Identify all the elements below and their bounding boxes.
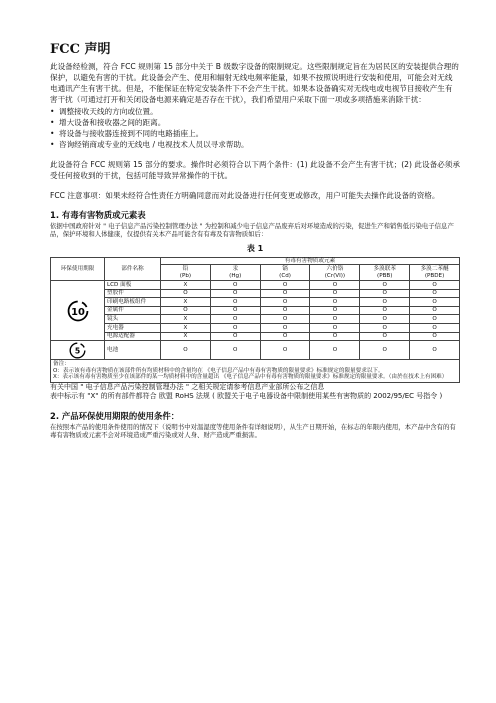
period-cell [51,281,105,341]
part-name-cell: 印刷电路板组件 [105,298,161,307]
note-x: X：表示该有毒有害物质至少在该部件的某一均质材料中的含量超出 《电子信息产品中有毒有害物质的限量要求》标准规定的限量要求。（由於在技术上有困难） [53,374,448,381]
substance-mark-cell: O [210,306,260,315]
substance-symbol: (PBDE) [424,272,445,279]
table-row [51,332,460,341]
substance-mark-cell: O [310,289,360,298]
substance-header [210,265,260,281]
section2-body: 在按照本产品的使用条件使用的情况下（说明书中对温湿度等使用条件有详细说明），从生产日期开始，在标志的年限内使用，本产品中含有的有毒有害物质或元素不会对环境造成严重污染或对人身、财产造成严重损害。 [50,422,456,440]
fcc-document [50,38,460,439]
table-title: 表 1 [246,243,264,253]
section1-body: 依据中国政府针对 " 电子信息产品污染控制管理办法 " 为控制和减少电子信息产品废弃后对环境造成的污染，促进生产和销售低污染电子信息产品，保护环境和人体健康，仅提供有关本产品可能含有有毒及有害物质如后： [50,222,454,239]
substance-mark-cell: O [260,341,310,360]
substance-mark-cell: O [310,281,360,290]
substance-mark-cell: O [360,306,410,315]
section2-title: 2. 产品环保使用期限的使用条件： [50,410,180,421]
substance-mark-cell: O [410,315,460,324]
substance-mark-cell: X [161,298,211,307]
substance-symbol: (Cr(VI)) [324,272,346,279]
substance-mark-cell: O [210,315,260,324]
note-o: O：表示该有毒有害物质在该部件所有均质材料中的含量均在 《电子信息产品中有毒有害物质的限量要求》标准规定的限量要求以下。 [53,367,384,374]
substance-mark-cell: O [410,341,460,360]
substance-mark-cell: O [310,306,360,315]
eco-period-badge-icon [69,342,86,359]
table-row [51,324,460,333]
part-name-cell: 电源适配器 [105,332,161,341]
substance-mark-cell: O [260,315,310,324]
substance-mark-cell: O [161,289,211,298]
list-item: • 咨询经销商或专业的无线电 / 电视技术人员以寻求帮助。 [50,139,460,150]
list-item: • 调整接收天线的方向或位置。 [50,106,460,117]
substance-name: 多溴二苯醚 [420,266,449,273]
substance-header [310,265,360,281]
substance-mark-cell: O [260,298,310,307]
substance-mark-cell: O [210,289,260,298]
substance-mark-cell: O [310,324,360,333]
substance-mark-cell: O [161,306,211,315]
substance-mark-cell: O [310,332,360,341]
substance-name: 六价铬 [326,266,344,273]
after-table-line: 表中标示有 "X" 的所有部件都符合 欧盟 RoHS 法规 ( 欧盟关于电子电器设备中限制使用某些有害物质的 2002/95/EC 号指令 ) [50,392,443,401]
substance-symbol: (Hg) [229,272,242,279]
substance-header [410,265,460,281]
part-name-cell: 电池 [105,341,161,360]
substance-mark-cell: O [410,332,460,341]
compliance-paragraph: 此设备符合 FCC 规则第 15 部分的要求。操作时必须符合以下两个条件：(1) 此设备不会产生有害干扰；(2) 此设备必须承受任何接收到的干扰，包括可能导致异常操作的干扰。 [50,160,460,180]
substance-mark-cell: X [161,332,211,341]
substance-mark-cell: O [360,315,410,324]
substance-header [161,265,211,281]
table-row [51,281,460,290]
substance-mark-cell: O [410,306,460,315]
table-row [51,315,460,324]
part-name-cell: 金属件 [105,306,161,315]
col-header-part: 部件名称 [105,257,161,281]
caution-paragraph: FCC 注意事项：如果未经符合性责任方明确同意而对此设备进行任何变更或修改，用户可能失去操作此设备的资格。 [50,191,440,200]
substance-mark-cell: O [210,281,260,290]
substance-header [360,265,410,281]
substance-mark-cell: O [210,324,260,333]
substance-mark-cell: O [161,341,211,360]
table-row [51,289,460,298]
substance-name: 铅 [182,266,189,273]
substance-mark-cell: O [260,324,310,333]
substance-symbol: (Pb) [179,272,192,279]
substance-mark-cell: O [260,306,310,315]
substance-name: 汞 [232,266,239,273]
substance-mark-cell: O [360,324,410,333]
substance-name: 镉 [282,266,288,273]
substance-mark-cell: O [410,281,460,290]
measures-list [50,106,460,150]
substance-mark-cell: X [161,281,211,290]
intro-paragraph: 此设备经检测，符合 FCC 规则第 15 部分中关于 B 级数字设备的限制规定。这些限制规定旨在为居民区的安装提供合理的保护，以避免有害的干扰。此设备会产生、使用和辐射无线电频率能量，如果不按照说明进行安装和使用，可能会对无线电通讯产生有害干扰。但是，不能保证在特定安装条件下不会产生干扰。如果本设备确实对无线电或电视节目接收产生有害干扰（可通过打开和关闭设备电源来确定是否存在干扰），我们希望用户采取下面一项或多项措施来消除干扰： [50,62,459,104]
part-name-cell: LCD 面板 [105,281,161,290]
period-cell [51,341,105,360]
substance-mark-cell: O [260,289,310,298]
list-item: • 增大设备和接收器之间的距离。 [50,117,460,128]
badge-number: 5 [74,346,81,356]
col-header-period: 环保使用期限 [51,257,105,281]
part-name-cell: 塑胶件 [105,289,161,298]
substance-mark-cell: O [260,332,310,341]
notes-label: 备注： [53,361,70,368]
substance-mark-cell: O [210,341,260,360]
substance-mark-cell: O [310,315,360,324]
page-title: FCC 声明 [50,42,111,57]
table-row [51,306,460,315]
substance-mark-cell: O [310,298,360,307]
part-name-cell: 充电器 [105,324,161,333]
substance-mark-cell: O [360,341,410,360]
section1-title: 1. 有毒有害物质或元素表 [50,210,146,220]
substance-mark-cell: O [410,298,460,307]
substance-mark-cell: O [360,332,410,341]
badge-number: 10 [70,306,85,318]
substance-mark-cell: X [161,315,211,324]
substance-mark-cell: O [310,341,360,360]
table-notes [51,360,460,383]
substance-mark-cell: O [410,324,460,333]
substance-mark-cell: X [161,324,211,333]
table-row [51,341,460,360]
part-name-cell: 镜头 [105,315,161,324]
substance-mark-cell: O [360,289,410,298]
substance-mark-cell: O [410,289,460,298]
substance-symbol: (PBB) [377,272,393,279]
hazardous-substances-table [50,257,460,383]
substance-header [260,265,310,281]
table-row [51,298,460,307]
substance-mark-cell: O [260,281,310,290]
substance-mark-cell: O [360,298,410,307]
substance-symbol: (Cd) [279,272,291,279]
substance-mark-cell: O [360,281,410,290]
after-table-line: 有关中国 " 电子信息产品污染控制管理办法 " 之相关规定请参考信息产业部所公布之信息 [50,383,325,392]
eco-period-badge-icon [67,300,89,322]
col-header-group: 有毒有害物质或元素 [161,257,460,265]
substance-name: 多溴联苯 [373,266,396,273]
substance-mark-cell: O [210,332,260,341]
list-item: • 将设备与接收器连接到不同的电路插座上。 [50,128,460,139]
substance-mark-cell: O [210,298,260,307]
